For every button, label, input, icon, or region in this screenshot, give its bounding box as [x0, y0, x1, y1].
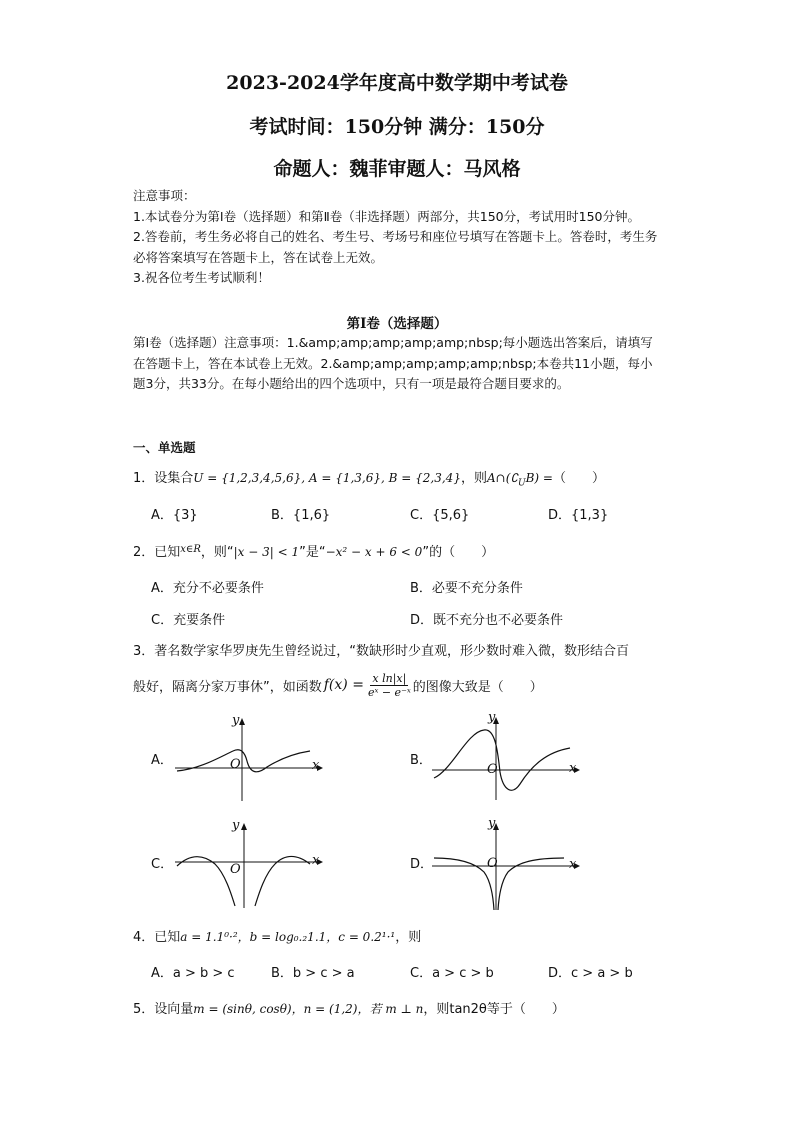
y-axis-label: y — [232, 818, 240, 833]
q1-expr-sub: U — [518, 478, 526, 489]
q1-prefix: 1．设集合 — [133, 471, 194, 486]
q2-mid3: ”的（ ） — [422, 545, 495, 560]
graph-a-svg — [175, 713, 325, 803]
graph-b-svg — [432, 710, 582, 802]
q3-graph-a — [175, 713, 325, 803]
q1-ask: ，则 — [460, 471, 487, 486]
question-3 — [133, 668, 543, 702]
x-axis-label: x — [312, 853, 320, 868]
q2-option-c[interactable]: C．充要条件 — [151, 613, 226, 628]
y-axis-arrow — [241, 823, 247, 830]
part1-intro-text: 第Ⅰ卷（选择题）注意事项：1.&amp;amp;amp;amp;amp;nbsp;每小题选出答案后，请填写在答题卡上，答在本试卷上无效。2.&amp;amp;amp;amp;amp;nbsp;本卷共11小题，每小题3分，共33分。在每小题给出的四个选项中，只有一项是最符合题目要求的。 — [133, 335, 653, 391]
notes-block — [133, 186, 663, 289]
q3-line1: 3．著名数学家华罗庚先生曾经说过，“数缺形时少直观，形少数时难入微，数形结合百 — [133, 644, 630, 659]
q2-option-b[interactable]: B．必要不充分条件 — [410, 581, 523, 596]
q1-set-b: , B = {2,3,4} — [381, 471, 461, 485]
curve-b — [434, 730, 570, 790]
question-1 — [133, 467, 605, 489]
q3-line2-post: 的图像大致是（ ） — [412, 679, 543, 695]
notes-item: 3.祝各位考生考试顺利！ — [133, 270, 270, 285]
q3-graph-c — [175, 818, 325, 910]
q3-denominator: eˣ − e⁻ˣ — [367, 685, 411, 699]
y-axis-label: y — [488, 710, 496, 725]
q3-option-a[interactable]: A． — [151, 753, 173, 768]
graph-c-svg — [175, 818, 325, 910]
question-5 — [133, 998, 565, 1017]
q1-expr-end: B) = — [525, 471, 553, 485]
q4-suffix: ，则 — [395, 930, 422, 945]
q5-n: ，n = (1,2) — [291, 1002, 358, 1016]
q2-option-d[interactable]: D．既不充分也不必要条件 — [410, 613, 564, 628]
exam-authors: 命题人：魏菲审题人：马风格 — [273, 158, 521, 180]
x-axis-label: x — [312, 758, 320, 773]
q4-prefix: 4．已知 — [133, 930, 181, 945]
origin-label: O — [230, 862, 241, 877]
q5-cond: ，若 m ⊥ n — [357, 1002, 424, 1016]
origin-label: O — [487, 762, 498, 777]
q1-paren: （ ） — [552, 471, 605, 486]
q3-line2-pre: 般好，隔离分家万事休”，如函数 — [133, 679, 322, 695]
q3-fraction — [368, 672, 411, 699]
curve-c-right — [255, 857, 310, 907]
y-axis-arrow — [239, 718, 245, 725]
curve-c-left — [177, 857, 235, 906]
q3-func: f(x) = — [323, 677, 364, 693]
q2-option-a[interactable]: A．充分不必要条件 — [151, 581, 264, 596]
q1-set-u: U = {1,2,3,4,5,6} — [193, 471, 302, 485]
graph-d-svg — [432, 816, 582, 912]
x-axis-label: x — [569, 857, 577, 872]
q4-option-d[interactable]: D．c > a > b — [548, 966, 633, 981]
part1-title: 第Ⅰ卷（选择题） — [346, 316, 448, 332]
y-axis-label: y — [232, 713, 240, 728]
question-4 — [133, 926, 421, 945]
q5-ask: ，则tan2θ等于（ ） — [423, 1002, 565, 1017]
q5-prefix: 5．设向量 — [133, 1002, 194, 1017]
y-axis-label: y — [488, 816, 496, 831]
exam-subtitle: 考试时间：150分钟 满分：150分 — [249, 116, 545, 138]
q2-cond2: −x² − x + 6 < 0 — [325, 545, 423, 559]
q3-option-b[interactable]: B． — [410, 753, 432, 768]
origin-label: O — [230, 757, 241, 772]
q4-b: ，b = log₀.₂1.1 — [237, 930, 327, 944]
q3-numerator: x ln|x| — [372, 671, 407, 685]
q1-option-b[interactable]: B．{1,6} — [271, 508, 331, 523]
q3-graph-b — [432, 710, 582, 802]
q3-option-d[interactable]: D． — [410, 857, 434, 872]
part1-intro — [133, 333, 663, 395]
notes-heading: 注意事项： — [133, 188, 196, 203]
q3-graph-d — [432, 816, 582, 912]
x-axis-label: x — [569, 761, 577, 776]
q5-m: m = (sinθ, cosθ) — [193, 1002, 292, 1016]
q2-var: x∈R — [180, 544, 201, 555]
q4-option-a[interactable]: A．a > b > c — [151, 966, 235, 981]
q1-expr: A∩(∁ — [486, 471, 519, 485]
notes-item: 1.本试卷分为第Ⅰ卷（选择题）和第Ⅱ卷（非选择题）两部分，共150分，考试用时150分钟。 — [133, 208, 640, 224]
question-2 — [133, 541, 494, 560]
q2-mid2: ”是“ — [299, 545, 326, 560]
q4-c: ，c = 0.2¹·¹ — [326, 930, 396, 944]
notes-item: 2.答卷前，考生务必将自己的姓名、考生号、考场号和座位号填写在答题卡上。答卷时，考生务必将答案填写在答题卡上，答在试卷上无效。 — [133, 229, 658, 265]
q4-option-c[interactable]: C．a > c > b — [410, 966, 494, 981]
q3-option-c[interactable]: C． — [151, 857, 174, 872]
q2-mid1: ，则“ — [200, 545, 234, 560]
origin-label: O — [487, 856, 498, 871]
q1-option-c[interactable]: C．{5,6} — [410, 508, 470, 523]
section-heading: 一、单选题 — [133, 440, 196, 455]
q1-set-a: , A = {1,3,6} — [301, 471, 382, 485]
q4-a: a = 1.1⁰·² — [180, 930, 238, 944]
q2-cond1: |x − 3| < 1 — [233, 545, 300, 559]
q1-option-d[interactable]: D．{1,3} — [548, 508, 609, 523]
exam-title: 2023-2024学年度高中数学期中考试卷 — [226, 72, 568, 94]
q4-option-b[interactable]: B．b > c > a — [271, 966, 355, 981]
q2-prefix: 2．已知 — [133, 545, 181, 560]
q1-option-a[interactable]: A．{3} — [151, 508, 198, 523]
